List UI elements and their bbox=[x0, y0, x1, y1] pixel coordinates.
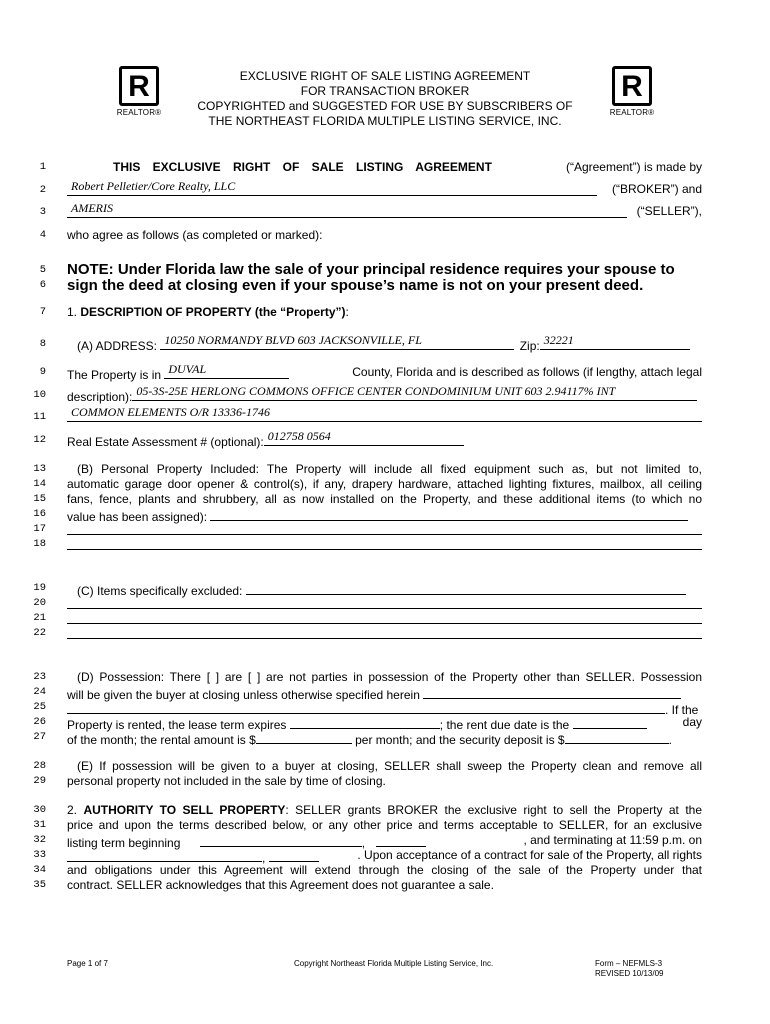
rent-line bbox=[67, 730, 702, 747]
agreement-title-inline: THIS EXCLUSIVE RIGHT OF SALE LISTING AGREEMENT bbox=[113, 160, 492, 174]
additional-items-label: value has been assigned): bbox=[67, 510, 208, 524]
excluded-items-field[interactable] bbox=[246, 581, 686, 595]
personal-property-line-1: (B) Personal Property Included: The Property will include all fixed equipment such as, but not limited to, bbox=[77, 462, 702, 476]
description-value-2: COMMON ELEMENTS O/R 13336-1746 bbox=[71, 405, 270, 419]
sweep-line-2: personal property not included in the sale by time of closing. bbox=[67, 774, 386, 788]
section-1-heading bbox=[67, 305, 702, 319]
line-number: 7 bbox=[39, 306, 46, 318]
zip-label: Zip: bbox=[519, 339, 540, 353]
note-line-2: sign the deed at closing even if your spouse’s name is not on your present deed. bbox=[67, 277, 644, 294]
header-line-4: THE NORTHEAST FLORIDA MULTIPLE LISTING SERVICE, INC. bbox=[208, 114, 562, 128]
rent-due-label: ; the rent due date is the bbox=[439, 718, 570, 732]
rental-amount-field[interactable] bbox=[256, 730, 352, 744]
line-number: 15 bbox=[33, 493, 46, 505]
possession-field[interactable] bbox=[423, 685, 681, 699]
term-begin-comma: , bbox=[361, 836, 366, 850]
line-number: 31 bbox=[33, 819, 46, 831]
line-number: 13 bbox=[33, 463, 46, 475]
possession-line-1: (D) Possession: There [ ] are [ ] are not parties in possession of the Property other than SELLER. Possession bbox=[77, 670, 702, 684]
line-number: 24 bbox=[33, 686, 46, 698]
additional-items-rule-2[interactable] bbox=[67, 549, 702, 550]
personal-property-line-3: fans, fence, plants and shrubbery, all as now installed on the Property, and these additional items (to which no bbox=[67, 492, 702, 506]
deposit-label: per month; and the security deposit is $ bbox=[355, 733, 565, 747]
rental-amount-label: of the month; the rental amount is $ bbox=[67, 733, 256, 747]
possession-label: will be given the buyer at closing unless otherwise specified herein bbox=[67, 688, 420, 702]
excluded-items-rule-1[interactable] bbox=[67, 608, 702, 609]
broker-label: (“BROKER”) and bbox=[611, 182, 702, 196]
section-1-number: 1. bbox=[67, 305, 78, 319]
deposit-period: . bbox=[668, 733, 672, 747]
line-number: 28 bbox=[33, 760, 46, 772]
realtor-logo-label: REALTOR® bbox=[116, 108, 162, 117]
line-number: 21 bbox=[33, 612, 46, 624]
line-number: 20 bbox=[33, 597, 46, 609]
section-1-title: DESCRIPTION OF PROPERTY (the “Property”) bbox=[80, 305, 346, 319]
line-number: 12 bbox=[33, 434, 46, 446]
assessment-field[interactable] bbox=[264, 429, 464, 446]
realtor-logo-right bbox=[604, 66, 660, 117]
authority-text: : SELLER grants BROKER the exclusive right to sell the Property at the bbox=[285, 803, 702, 817]
county-line bbox=[67, 362, 702, 382]
terminating-label: , and terminating at 11:59 p.m. on bbox=[523, 833, 702, 847]
realtor-logo-label: REALTOR® bbox=[609, 108, 655, 117]
note-line-1: NOTE: Under Florida law the sale of your principal residence requires your spouse to bbox=[67, 261, 675, 278]
possession-field-2[interactable] bbox=[67, 700, 665, 714]
section-2-title: AUTHORITY TO SELL PROPERTY bbox=[83, 803, 286, 817]
excluded-items-rule-2[interactable] bbox=[67, 623, 702, 624]
line-number: 3 bbox=[39, 206, 46, 218]
header-line-2: FOR TRANSACTION BROKER bbox=[300, 84, 470, 98]
personal-property-line-4 bbox=[67, 507, 702, 524]
term-end-comma: , bbox=[262, 851, 266, 865]
broker-value: Robert Pelletier/Core Realty, LLC bbox=[71, 179, 236, 193]
line-number: 4 bbox=[39, 229, 46, 241]
line-number: 34 bbox=[33, 864, 46, 876]
authority-line-2: price and upon the terms described below, or any other price and terms acceptable to SELLER, for an exclusive bbox=[67, 818, 702, 832]
section-2-number: 2. bbox=[67, 803, 78, 817]
footer-form-id: Form – NEFMLS-3 bbox=[595, 959, 663, 968]
realtor-r-icon: R bbox=[119, 66, 159, 106]
term-begin-year-field[interactable] bbox=[376, 833, 426, 847]
seller-field[interactable] bbox=[67, 201, 627, 218]
spouse-note bbox=[67, 262, 707, 294]
excluded-items-line bbox=[67, 581, 702, 598]
section-1-colon: : bbox=[345, 305, 349, 319]
acceptance-text: . Upon acceptance of a contract for sale of the Property, all rights bbox=[357, 848, 702, 862]
rent-due-field[interactable] bbox=[573, 715, 647, 729]
broker-field[interactable] bbox=[67, 179, 597, 196]
line-number: 33 bbox=[33, 849, 46, 861]
address-label: (A) ADDRESS: bbox=[77, 339, 158, 353]
zip-value: 32221 bbox=[543, 333, 574, 347]
deposit-field[interactable] bbox=[565, 730, 669, 744]
realtor-r-icon: R bbox=[612, 66, 652, 106]
line-number: 35 bbox=[33, 879, 46, 891]
line-number: 17 bbox=[33, 523, 46, 535]
line-number: 8 bbox=[39, 338, 46, 350]
line-number: 1 bbox=[39, 161, 46, 173]
line-number: 32 bbox=[33, 834, 46, 846]
header-line-3: COPYRIGHTED and SUGGESTED FOR USE BY SUBSCRIBERS OF bbox=[197, 99, 573, 113]
county-field[interactable] bbox=[164, 362, 289, 379]
county-post: County, Florida and is described as follows (if lengthy, attach legal bbox=[352, 365, 702, 379]
lease-expires-field[interactable] bbox=[290, 715, 440, 729]
seller-label: (“SELLER”), bbox=[636, 204, 702, 218]
term-end-year-field[interactable] bbox=[269, 848, 319, 862]
line-number: 9 bbox=[39, 366, 46, 378]
agree-as-follows: who agree as follows (as completed or marked): bbox=[67, 228, 323, 242]
line-number: 23 bbox=[33, 671, 46, 683]
realtor-logo-left bbox=[111, 66, 167, 117]
line-number: 29 bbox=[33, 775, 46, 787]
line-number: 27 bbox=[33, 731, 46, 743]
header-line-1: EXCLUSIVE RIGHT OF SALE LISTING AGREEMENT bbox=[239, 69, 531, 83]
excluded-items-rule-3[interactable] bbox=[67, 638, 702, 639]
assessment-value: 012758 0564 bbox=[267, 429, 331, 443]
authority-line-5: and obligations under this Agreement will extend through the closing of the sale of the Property under that bbox=[67, 863, 702, 877]
line-number: 22 bbox=[33, 627, 46, 639]
description-value: 05-3S-25E HERLONG COMMONS OFFICE CENTER CONDOMINIUM UNIT 603 2.94117% INT bbox=[136, 384, 616, 398]
agreement-made-by: (“Agreement”) is made by bbox=[565, 160, 702, 174]
sweep-line-1: (E) If possession will be given to a buyer at closing, SELLER shall sweep the Property clean and remove all bbox=[77, 759, 702, 773]
line-number: 25 bbox=[33, 701, 46, 713]
footer-revised: REVISED 10/13/09 bbox=[595, 969, 664, 978]
excluded-items-label: (C) Items specifically excluded: bbox=[77, 584, 243, 598]
line-number: 26 bbox=[33, 716, 46, 728]
assessment-line bbox=[67, 429, 702, 449]
line-number: 5 bbox=[39, 264, 46, 276]
address-line bbox=[67, 333, 702, 353]
term-end-field[interactable] bbox=[67, 848, 262, 862]
line-number: 16 bbox=[33, 508, 46, 520]
additional-items-field[interactable] bbox=[210, 507, 688, 521]
address-field[interactable] bbox=[160, 333, 514, 350]
line-number: 10 bbox=[33, 389, 46, 401]
document-header bbox=[180, 69, 590, 129]
day-label: day bbox=[682, 715, 702, 729]
legal-description-line-2 bbox=[67, 405, 702, 425]
line-number: 6 bbox=[39, 279, 46, 291]
county-pre: The Property is in bbox=[67, 368, 162, 382]
line-number: 18 bbox=[33, 538, 46, 550]
footer-page: Page 1 of 7 bbox=[67, 959, 108, 968]
zip-field[interactable] bbox=[540, 333, 690, 350]
authority-line-6: contract. SELLER acknowledges that this Agreement does not guarantee a sale. bbox=[67, 878, 494, 892]
line-number: 30 bbox=[33, 804, 46, 816]
legal-description-line bbox=[67, 384, 702, 404]
personal-property-line-2: automatic garage door opener & control(s), if any, drapery hardware, attached lighting fixtures, mailbox, all ceiling bbox=[67, 477, 702, 491]
line-number: 2 bbox=[39, 184, 46, 196]
seller-value: AMERIS bbox=[71, 201, 113, 215]
listing-term-label: listing term beginning bbox=[67, 836, 181, 850]
line-number: 11 bbox=[33, 411, 46, 423]
county-value: DUVAL bbox=[168, 362, 207, 376]
term-begin-field[interactable] bbox=[200, 833, 362, 847]
additional-items-rule-1[interactable] bbox=[67, 534, 702, 535]
if-the-label: . If the bbox=[665, 703, 699, 717]
footer-form bbox=[595, 959, 663, 979]
assessment-label: Real Estate Assessment # (optional): bbox=[67, 435, 264, 449]
lease-label: Property is rented, the lease term expires bbox=[67, 718, 287, 732]
broker-line bbox=[67, 179, 702, 199]
description-field-2[interactable] bbox=[67, 405, 702, 422]
footer-copyright: Copyright Northeast Florida Multiple Listing Service, Inc. bbox=[294, 959, 494, 968]
line-number: 19 bbox=[33, 582, 46, 594]
address-value: 10250 NORMANDY BLVD 603 JACKSONVILLE, FL bbox=[164, 333, 422, 347]
line-number: 14 bbox=[33, 478, 46, 490]
seller-line bbox=[67, 201, 702, 221]
description-field[interactable] bbox=[132, 384, 697, 401]
authority-line-1 bbox=[67, 803, 702, 817]
description-label: description): bbox=[67, 390, 133, 404]
